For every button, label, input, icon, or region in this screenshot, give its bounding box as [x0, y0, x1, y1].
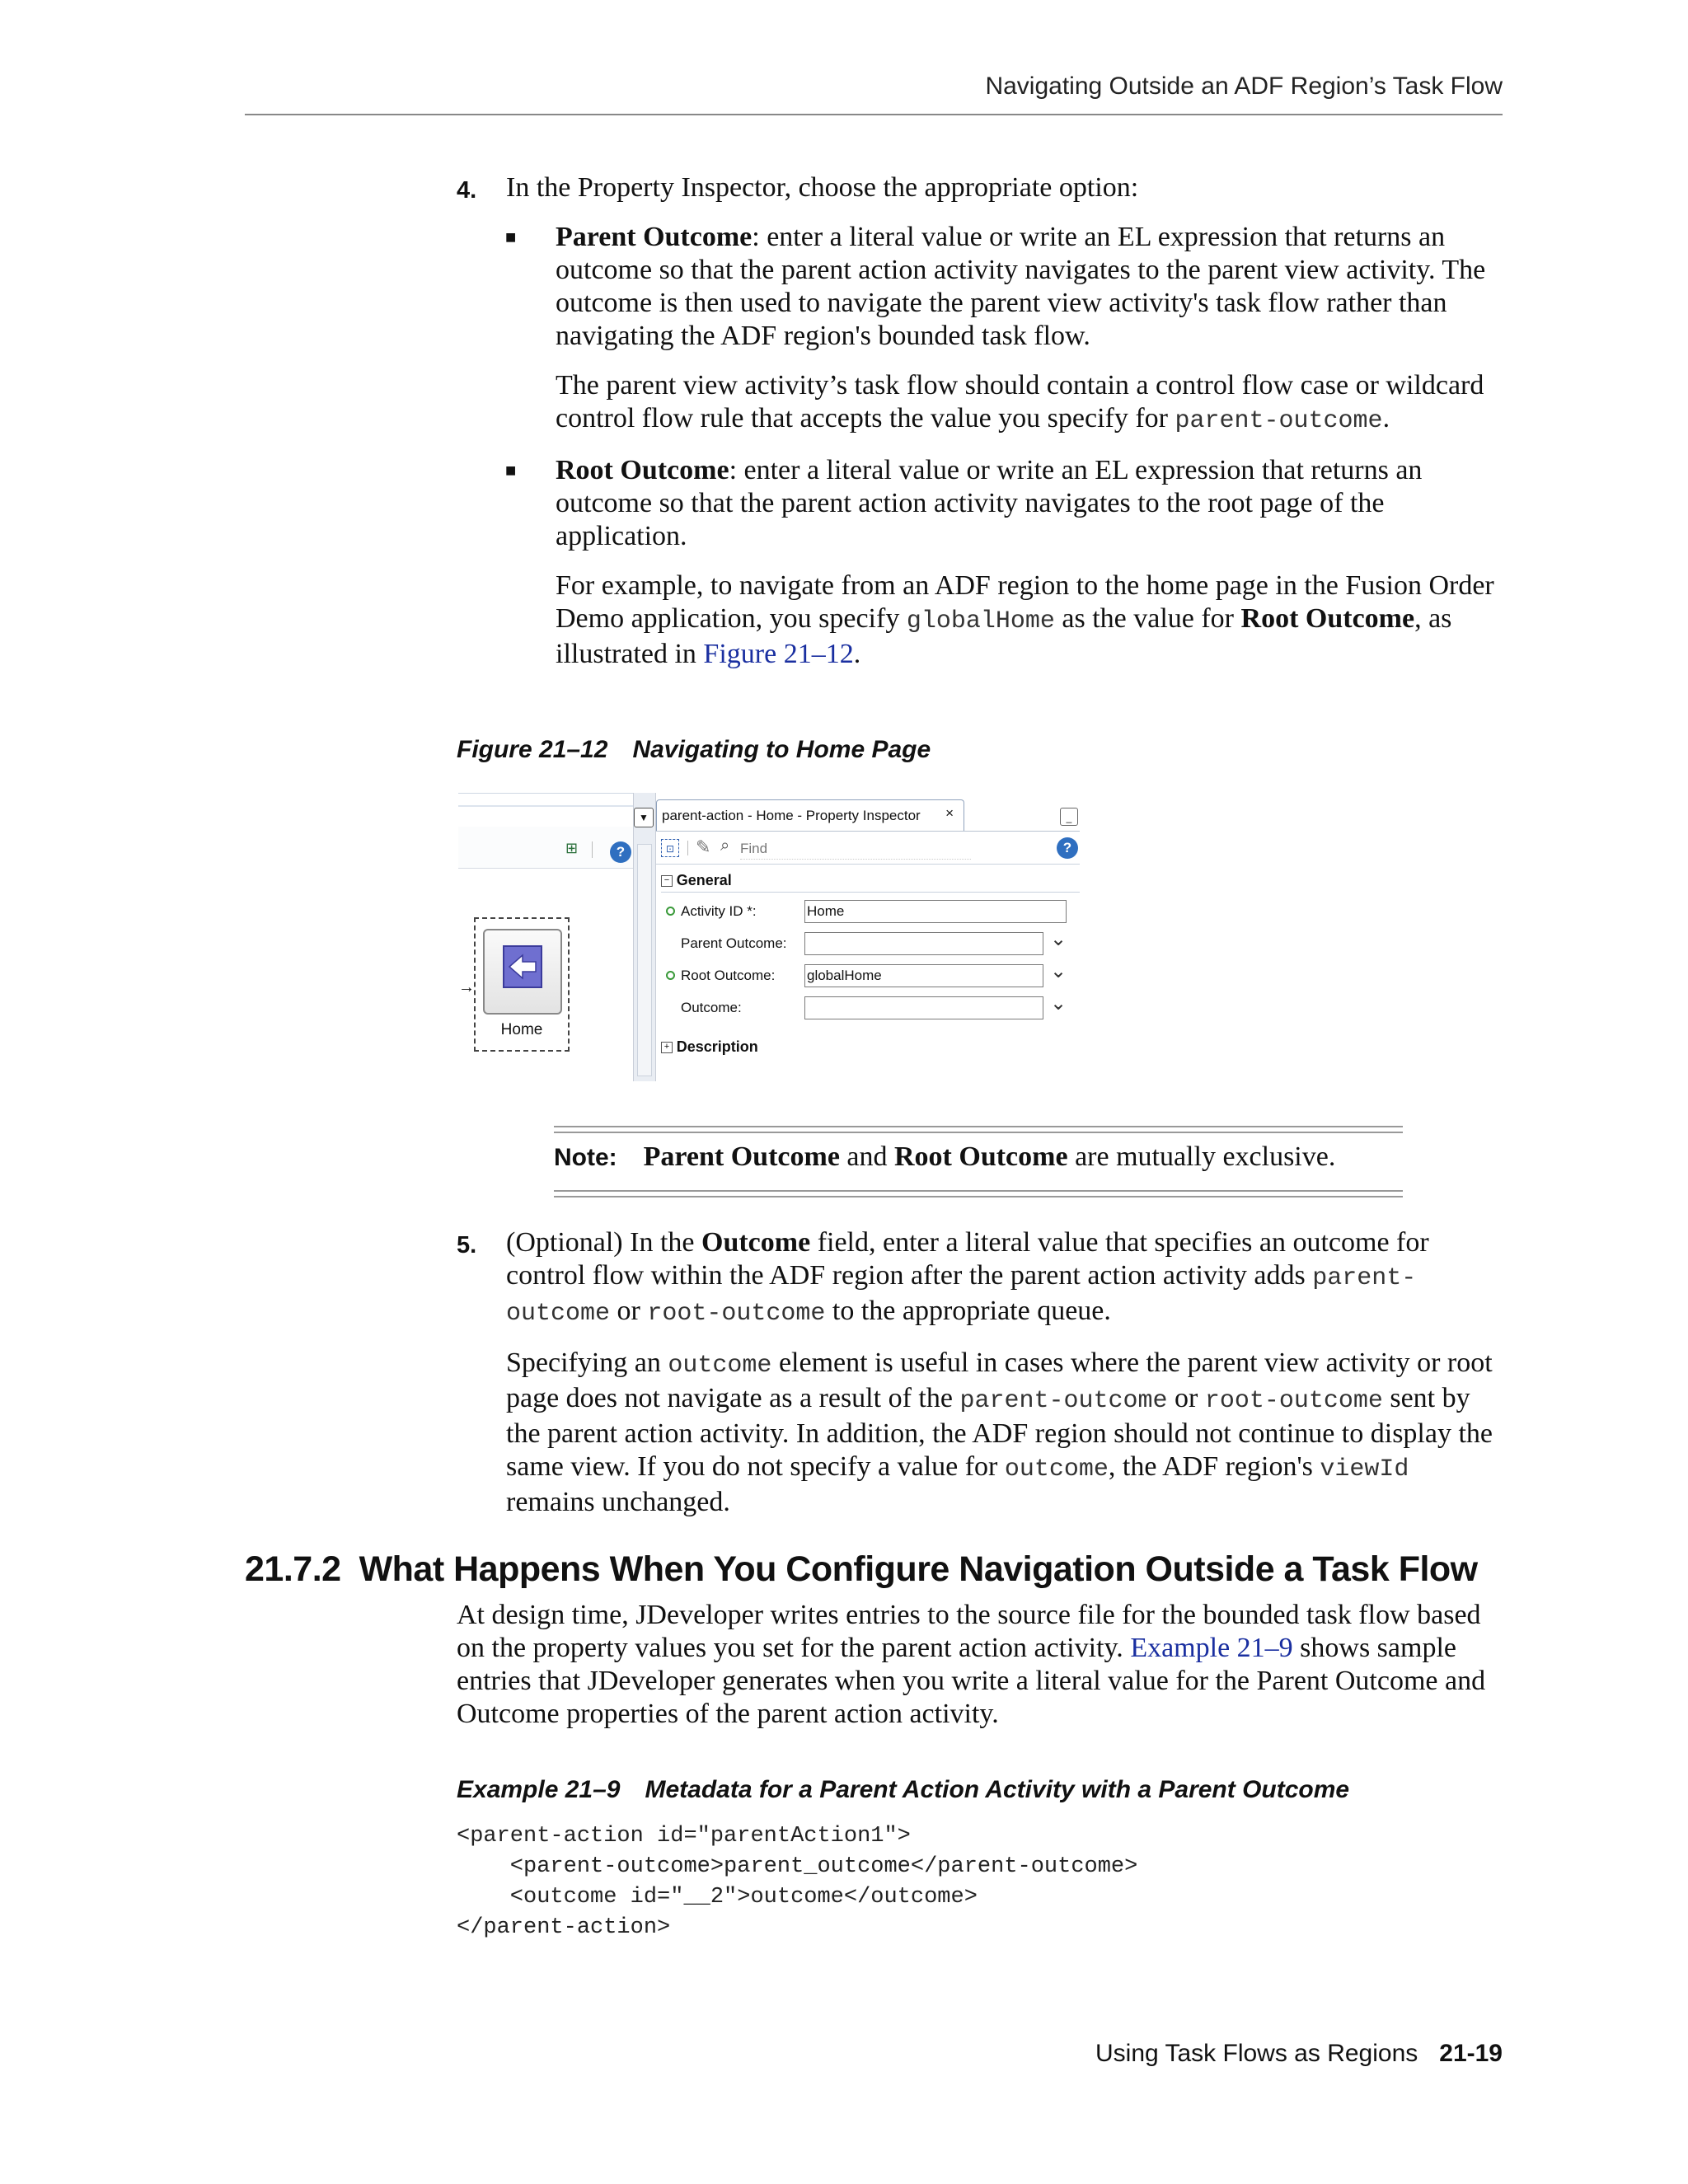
bullet-paragraph	[556, 369, 1503, 438]
text: and	[839, 1141, 894, 1172]
text: field, enter a literal value that specifies an outcome for control flow within the ADF region after the parent action activity adds	[506, 1227, 1429, 1291]
inspector-tab-title: parent-action - Home - Property Inspector	[662, 808, 921, 823]
text: as the value for	[1054, 603, 1241, 634]
section-general-header[interactable]	[661, 872, 1080, 893]
text: shows sample entries that JDeveloper generates when you write a literal value for the Parent Outcome and Outcome properties of the parent action activity.	[457, 1633, 1486, 1729]
property-row	[656, 992, 1080, 1023]
bullet-paragraph	[556, 454, 1503, 553]
step-paragraph	[506, 1347, 1503, 1519]
separator	[592, 841, 593, 858]
text: For example, to navigate from an ADF region to the home page in the Fusion Order Demo application, you specify	[556, 570, 1494, 634]
note-box	[554, 1126, 1403, 1197]
text: element is useful in cases where the parent view activity or root page does not navigate as a result of the	[506, 1347, 1493, 1413]
code: parent-outcome	[506, 1264, 1417, 1328]
term: Parent Outcome	[643, 1141, 840, 1172]
section-title: What Happens When You Configure Navigation Outside a Task Flow	[359, 1549, 1478, 1589]
chevron-down-icon[interactable]: ⌄	[1050, 992, 1067, 1015]
text: .	[853, 639, 861, 669]
bullet-parent-outcome	[457, 221, 1503, 438]
section-general-label: General	[676, 872, 732, 889]
figure-title: Navigating to Home Page	[632, 736, 931, 763]
inspector-toolbar	[656, 834, 1080, 865]
text: sent by the parent action activity. In addition, the ADF region should not continue to display the same view. If you do not specify a value for	[506, 1383, 1493, 1482]
figure-link[interactable]: Figure 21–12	[703, 639, 854, 669]
inspector-tab[interactable]	[656, 799, 964, 831]
property-label: Root Outcome:	[681, 968, 776, 983]
help-icon[interactable]: ?	[1057, 837, 1078, 859]
node-label: Home	[500, 1021, 543, 1038]
minimize-icon[interactable]: _	[1060, 808, 1078, 826]
pencil-icon[interactable]: ✎	[696, 837, 711, 857]
figure-caption	[457, 736, 931, 764]
text: are mutually exclusive.	[1067, 1141, 1336, 1172]
text: , the ADF region's	[1108, 1451, 1320, 1482]
find-input[interactable]: Find	[740, 841, 971, 860]
section-paragraph	[457, 1599, 1503, 1731]
text: or	[1167, 1383, 1205, 1413]
layout-icon[interactable]: ⊞	[565, 840, 579, 856]
note-text	[554, 1141, 1335, 1174]
term: Root Outcome	[1240, 603, 1415, 634]
text: The parent view activity’s task flow should contain a control flow case or wildcard control flow rule that accepts the value you specify for	[556, 370, 1484, 434]
term: Outcome	[701, 1227, 811, 1258]
required-dot-icon	[666, 971, 675, 980]
code-block: <parent-action id="parentAction1"> <parent-outcome>parent_outcome</parent-outcome> <outcome id="__2">outcome</outcome> </parent-action>	[457, 1824, 1138, 1940]
chevron-down-icon[interactable]: ⌄	[1050, 928, 1067, 950]
help-icon[interactable]: ?	[610, 841, 631, 863]
step-intro: In the Property Inspector, choose the appropriate option:	[506, 172, 1139, 203]
step-number: 5.	[457, 1232, 477, 1258]
code: parent-outcome	[959, 1387, 1168, 1415]
code: outcome	[1004, 1455, 1109, 1483]
figure-screenshot	[458, 793, 1080, 1081]
bullet-square-icon: ■	[505, 227, 517, 247]
node-icon-frame	[483, 929, 562, 1015]
property-row	[656, 898, 1080, 926]
header-rule	[245, 114, 1503, 115]
select-icon[interactable]: ⊡	[661, 839, 679, 857]
example-caption	[457, 1776, 1349, 1804]
note-label: Note:	[554, 1144, 617, 1171]
code: root-outcome	[1204, 1387, 1383, 1415]
chevron-down-icon[interactable]: ⌄	[1050, 960, 1067, 982]
section-number: 21.7.2	[245, 1549, 341, 1589]
term: Root Outcome	[556, 455, 729, 485]
inspector-tab-bar	[656, 799, 1080, 832]
property-input[interactable]	[804, 996, 1043, 1019]
bullet-paragraph	[556, 569, 1503, 671]
text: , as illustrated in	[556, 603, 1452, 669]
page-number: 21-19	[1439, 2040, 1503, 2067]
property-row	[656, 930, 1080, 958]
expand-icon[interactable]: +	[661, 1042, 673, 1053]
home-view-node[interactable]	[474, 917, 570, 1052]
code: outcome	[668, 1352, 772, 1380]
close-icon[interactable]: ×	[945, 805, 954, 821]
required-dot-icon	[666, 907, 675, 916]
example-link[interactable]: Example 21–9	[1130, 1633, 1293, 1663]
example-title: Metadata for a Parent Action Activity with a Parent Outcome	[645, 1776, 1350, 1803]
code: parent-outcome	[1175, 407, 1383, 435]
diagram-toolbar-strip	[458, 827, 633, 869]
step-paragraph	[506, 1226, 1503, 1330]
section-description-header[interactable]	[661, 1038, 1080, 1058]
text: remains unchanged.	[506, 1487, 730, 1517]
code: globalHome	[906, 607, 1055, 635]
section-heading	[245, 1549, 1478, 1590]
text: to the appropriate queue.	[825, 1296, 1111, 1326]
property-input[interactable]: Home	[804, 900, 1067, 923]
text: or	[610, 1296, 648, 1326]
section-description-label: Description	[676, 1038, 758, 1056]
property-input[interactable]: globalHome	[804, 964, 1043, 987]
running-header: Navigating Outside an ADF Region’s Task Flow	[985, 73, 1503, 100]
separator	[687, 841, 688, 855]
chevron-down-icon[interactable]: ▼	[634, 808, 654, 827]
property-label: Activity ID *:	[681, 903, 757, 919]
parent-action-icon	[503, 945, 542, 988]
bullet-root-outcome	[457, 454, 1503, 671]
term: Root Outcome	[894, 1141, 1068, 1172]
property-input[interactable]	[804, 932, 1043, 955]
property-row	[656, 960, 1080, 991]
property-label: Parent Outcome:	[681, 935, 787, 951]
collapse-icon[interactable]: −	[661, 875, 673, 887]
footer-chapter: Using Task Flows as Regions	[1095, 2040, 1418, 2067]
text: .	[1382, 403, 1390, 434]
text: At design time, JDeveloper writes entries to the source file for the bounded task flow based on the property values you set for the parent action activity.	[457, 1600, 1481, 1663]
property-inspector	[656, 793, 1080, 1081]
note-rule-top	[554, 1126, 1403, 1133]
diagram-toolbar	[458, 805, 633, 807]
search-icon[interactable]: ⌕	[720, 837, 730, 855]
step-4	[457, 171, 1503, 671]
step-number: 4.	[457, 177, 477, 204]
text: (Optional) In the	[506, 1227, 701, 1258]
incoming-arrow-icon: →	[458, 978, 475, 996]
note-rule-bottom	[554, 1190, 1403, 1197]
property-label: Outcome:	[681, 1000, 742, 1015]
section-body	[457, 1599, 1503, 1731]
text: Specifying an	[506, 1347, 668, 1378]
code: viewId	[1320, 1455, 1409, 1483]
text: : enter a literal value or write an EL expression that returns an outcome so that the parent action activity navigates to the parent view activity. The outcome is then used to navigate the parent view activity's task flow rather than navigating the ADF region's bounded task flow.	[556, 222, 1486, 351]
example-label: Example 21–9	[457, 1776, 621, 1803]
term: Parent Outcome	[556, 222, 753, 252]
page-footer	[245, 2040, 1503, 2068]
pane-splitter[interactable]	[633, 793, 656, 1081]
diagram-pane	[458, 793, 633, 1081]
scrollbar[interactable]	[637, 844, 652, 1076]
bullet-square-icon: ■	[505, 460, 517, 480]
figure-label: Figure 21–12	[457, 736, 608, 763]
text: : enter a literal value or write an EL expression that returns an outcome so that the parent action activity navigates to the root page of the application.	[556, 455, 1423, 551]
step-5	[457, 1226, 1503, 1519]
code: root-outcome	[647, 1300, 826, 1328]
arrow-left-icon	[504, 947, 541, 987]
bullet-paragraph	[556, 221, 1503, 353]
